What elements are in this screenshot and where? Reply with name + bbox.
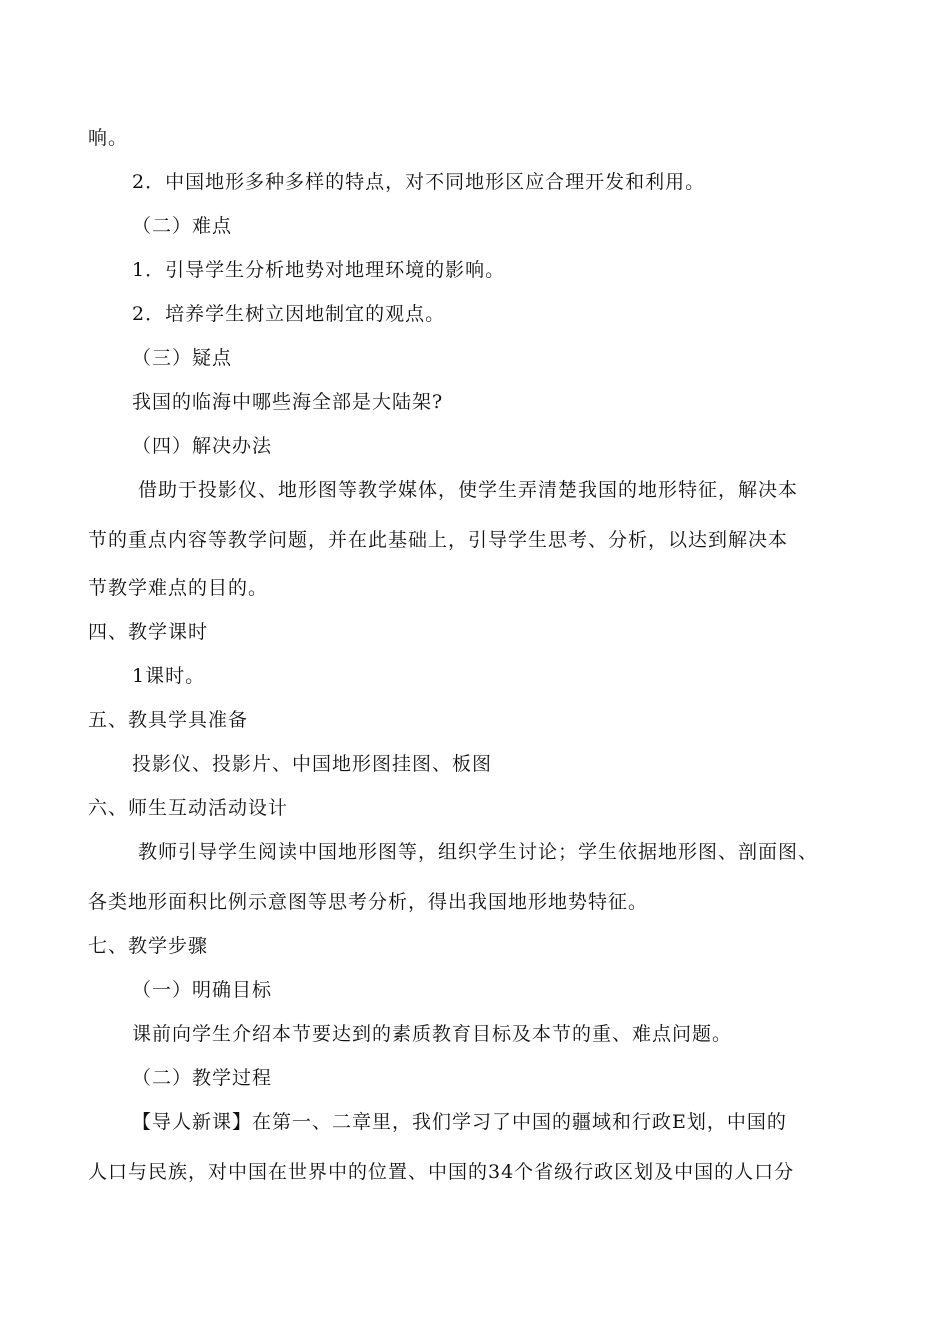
text-line: 响。 — [88, 127, 129, 149]
text-line: 投影仪、投影片、中国地形图挂图、板图 — [132, 753, 493, 775]
text-line: 节教学难点的目的。 — [88, 577, 269, 599]
subsection-heading: （四）解决办法 — [132, 435, 273, 457]
text-line: 2．培养学生树立因地制宜的观点。 — [132, 303, 446, 325]
subsection-heading: （一）明确目标 — [132, 979, 273, 1001]
text-line: 节的重点内容等教学问题，并在此基础上，引导学生思考、分析，以达到解决本 — [88, 529, 789, 551]
text-line: 【导人新课】在第一、二章里，我们学习了中国的疆域和行政E划，中国的 — [132, 1111, 787, 1133]
text-line: 2．中国地形多种多样的特点，对不同地形区应合理开发和利用。 — [132, 171, 706, 193]
text-line: 教师引导学生阅读中国地形图等，组织学生讨论；学生依据地形图、剖面图、 — [138, 841, 819, 863]
text-line: 课前向学生介绍本节要达到的素质教育目标及本节的重、难点问题。 — [132, 1023, 733, 1045]
subsection-heading: （三）疑点 — [132, 347, 233, 369]
text-line: 各类地形面积比例示意图等思考分析，得出我国地形地势特征。 — [88, 891, 649, 913]
section-heading: 七、教学步骤 — [88, 935, 209, 957]
subsection-heading: （二）教学过程 — [132, 1067, 273, 1089]
text-line: 我国的临海中哪些海全部是大陆架? — [132, 391, 444, 413]
section-heading: 五、教具学具准备 — [88, 709, 249, 731]
section-heading: 四、教学课时 — [88, 621, 209, 643]
text-line: 借助于投影仪、地形图等教学媒体，使学生弄清楚我国的地形特征，解决本 — [138, 479, 799, 501]
section-heading: 六、师生互动活动设计 — [88, 797, 289, 819]
subsection-heading: （二）难点 — [132, 215, 233, 237]
text-line: 1课时。 — [132, 665, 206, 687]
text-line: 人口与民族，对中国在世界中的位置、中国的34个省级行政区划及中国的人口分 — [88, 1161, 795, 1183]
text-line: 1．引导学生分析地势对地理环境的影响。 — [132, 259, 506, 281]
